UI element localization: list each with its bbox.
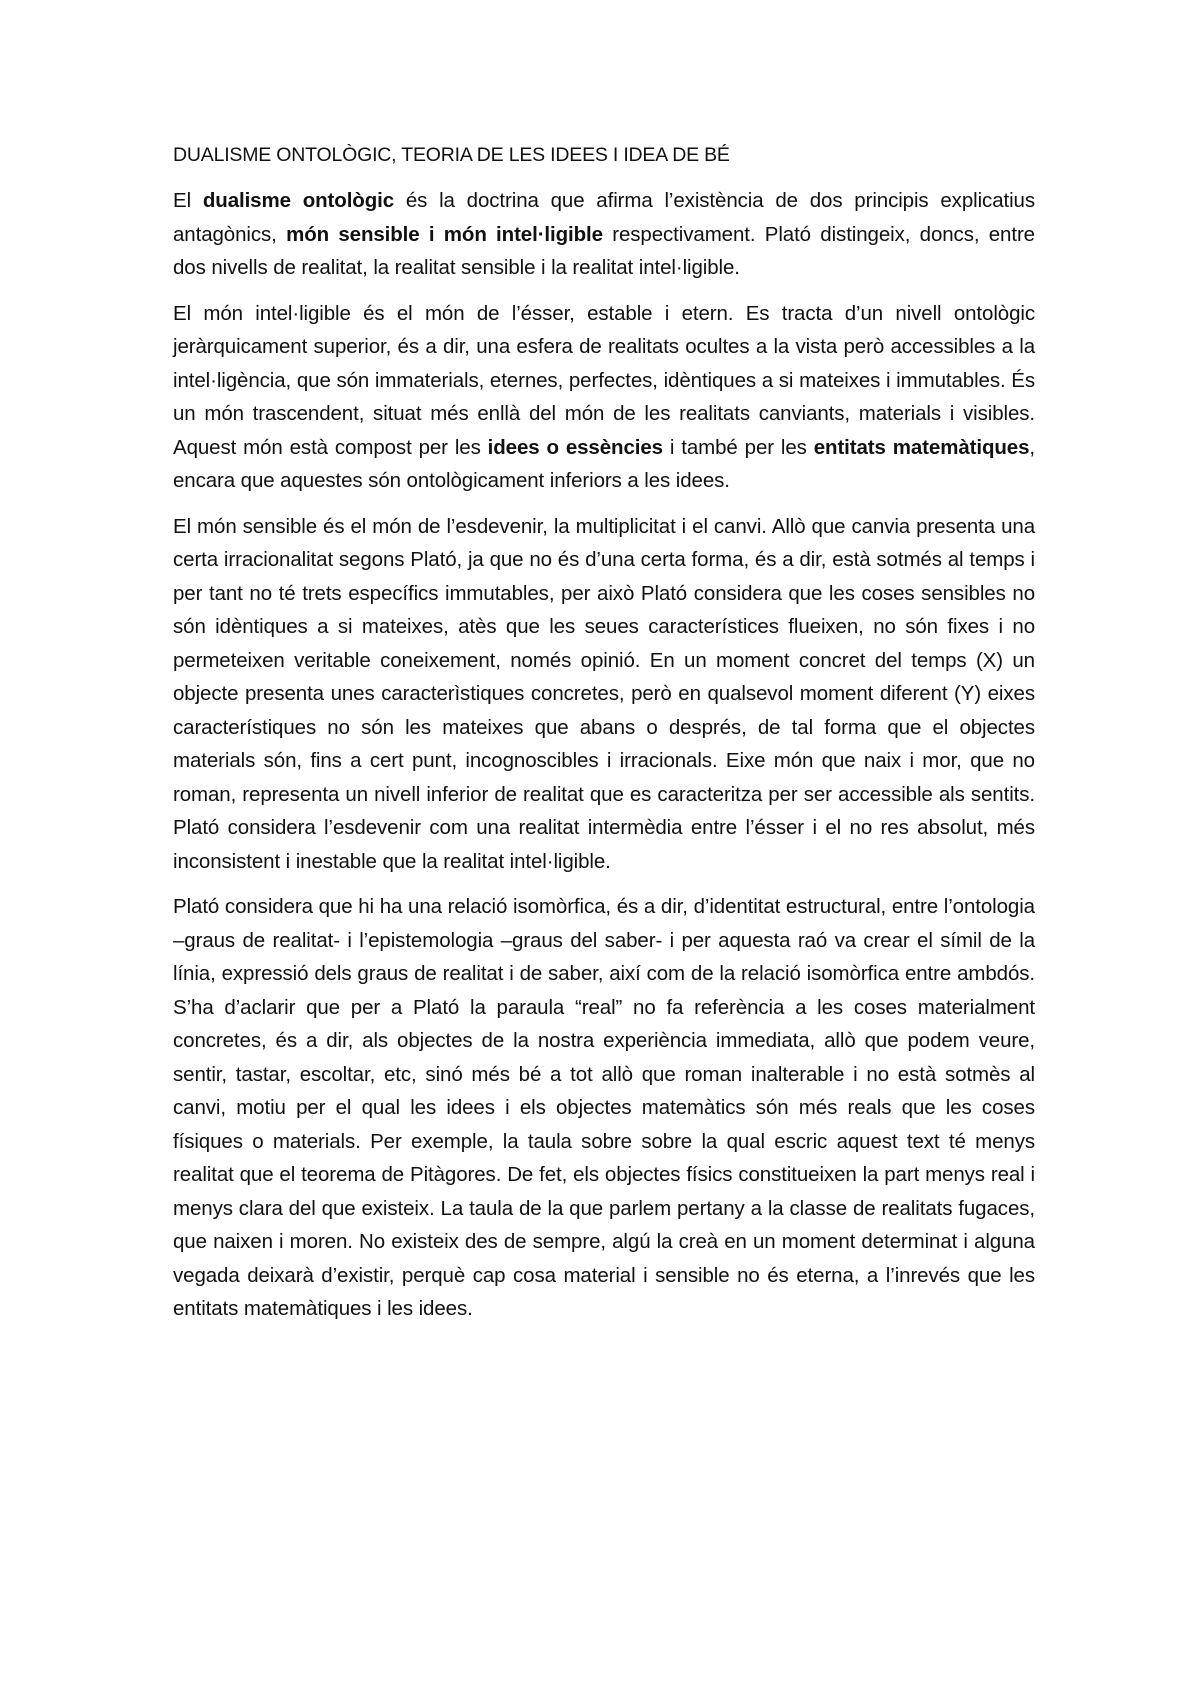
- bold-term: entitats matemàtiques: [813, 435, 1030, 459]
- paragraph-dualisme: [173, 184, 1035, 285]
- paragraph-mon-sensible: El món sensible és el món de l’esdevenir, la multiplicitat i el canvi. Allò que canvia presenta una certa irracionalitat segons Plató, ja que no és d’una certa forma, és a dir, està sotmés al temps i per tant no té trets específics immutables, per això Plató considera que les coses sensibles no són idèntiques a si mateixes, atès que les seues característices flueixen, no són fixes i no permeteixen veritable coneixement, només opinió. En un moment concret del temps (X) un objecte presenta unes caracterìstiques concretes, però en qualsevol moment diferent (Y) eixes característiques no són les mateixes que abans o després, de tal forma que el objectes materials són, fins a cert punt, incognoscibles i irracionals. Eixe món que naix i mor, que no roman, representa un nivell inferior de realitat que es caracteritza per ser accessible als sentits. Plató considera l’esdevenir com una realitat intermèdia entre l’ésser i el no res absolut, més inconsistent i inestable que la realitat intel·ligible.: [173, 514, 1035, 873]
- bold-term: idees o essències: [487, 435, 663, 459]
- bold-term: dualisme ontològic: [202, 189, 395, 212]
- paragraph-text: i també per les: [662, 435, 814, 459]
- paragraph-text: El: [173, 189, 203, 212]
- document-page: [173, 140, 1035, 1338]
- paragraph-isomorfia: Plató considera que hi ha una relació isomòrfica, és a dir, d’identitat estructural, entre l’ontologia –graus de realitat- i l’epistemologia –graus del saber- i per aquesta raó va crear el símil de la línia, expressió dels graus de realitat i de saber, així com de la relació isomòrfica entre ambdós. S’ha d’aclarir que per a Plató la paraula “real” no fa referència a les coses materialment concretes, és a dir, als objectes de la nostra experiència immediata, allò que podem veure, sentir, tastar, escoltar, etc, sinó més bé a tot allò que roman inalterable i no està sotmès al canvi, motiu per el qual les idees i els objectes matemàtics són més reals que les coses físiques o materials. Per exemple, la taula sobre sobre la qual escric aquest text té menys realitat que el teorema de Pitàgores. De fet, els objectes físics constitueixen la part menys real i menys clara del que existeix. La taula de la que parlem pertany a la classe de realitats fugaces, que naixen i moren. No existeix des de sempre, algú la creà en un moment determinat i alguna vegada deixarà d’existir, perquè cap cosa material i sensible no és eterna, a l’inrevés que les entitats matemàtiques i les idees.: [173, 895, 1035, 1320]
- paragraph-text: El món intel·ligible és el món de l’ésser, estable i etern. Es tracta d’un nivell ontològic jeràrquicament superior, és a dir, una esfera de realitats ocultes a la vista però accessibles a la intel·ligència, que són immaterials, eternes, perfectes, idèntiques a si mateixes i immutables. És un món trascendent, situat més enllà del món de les realitats canviants, materials i visibles. Aquest món està compost per les: [173, 301, 1035, 459]
- bold-term: món sensible i món intel·ligible: [286, 222, 603, 246]
- paragraph-text: , encara que aquestes són ontològicament inferiors a les idees.: [173, 435, 1035, 492]
- paragraph-text: és la doctrina que afirma l’existència de dos principis explicatius antagònics,: [173, 189, 1035, 246]
- paragraph-text: respectivament. Plató distingeix, doncs, entre dos nivells de realitat, la realitat sensible i la realitat intel·ligible.: [173, 222, 1035, 279]
- document-title: DUALISME ONTOLÒGIC, TEORIA DE LES IDEES I IDEA DE BÉ: [173, 144, 730, 166]
- paragraph-mon-intelligible: [173, 297, 1035, 498]
